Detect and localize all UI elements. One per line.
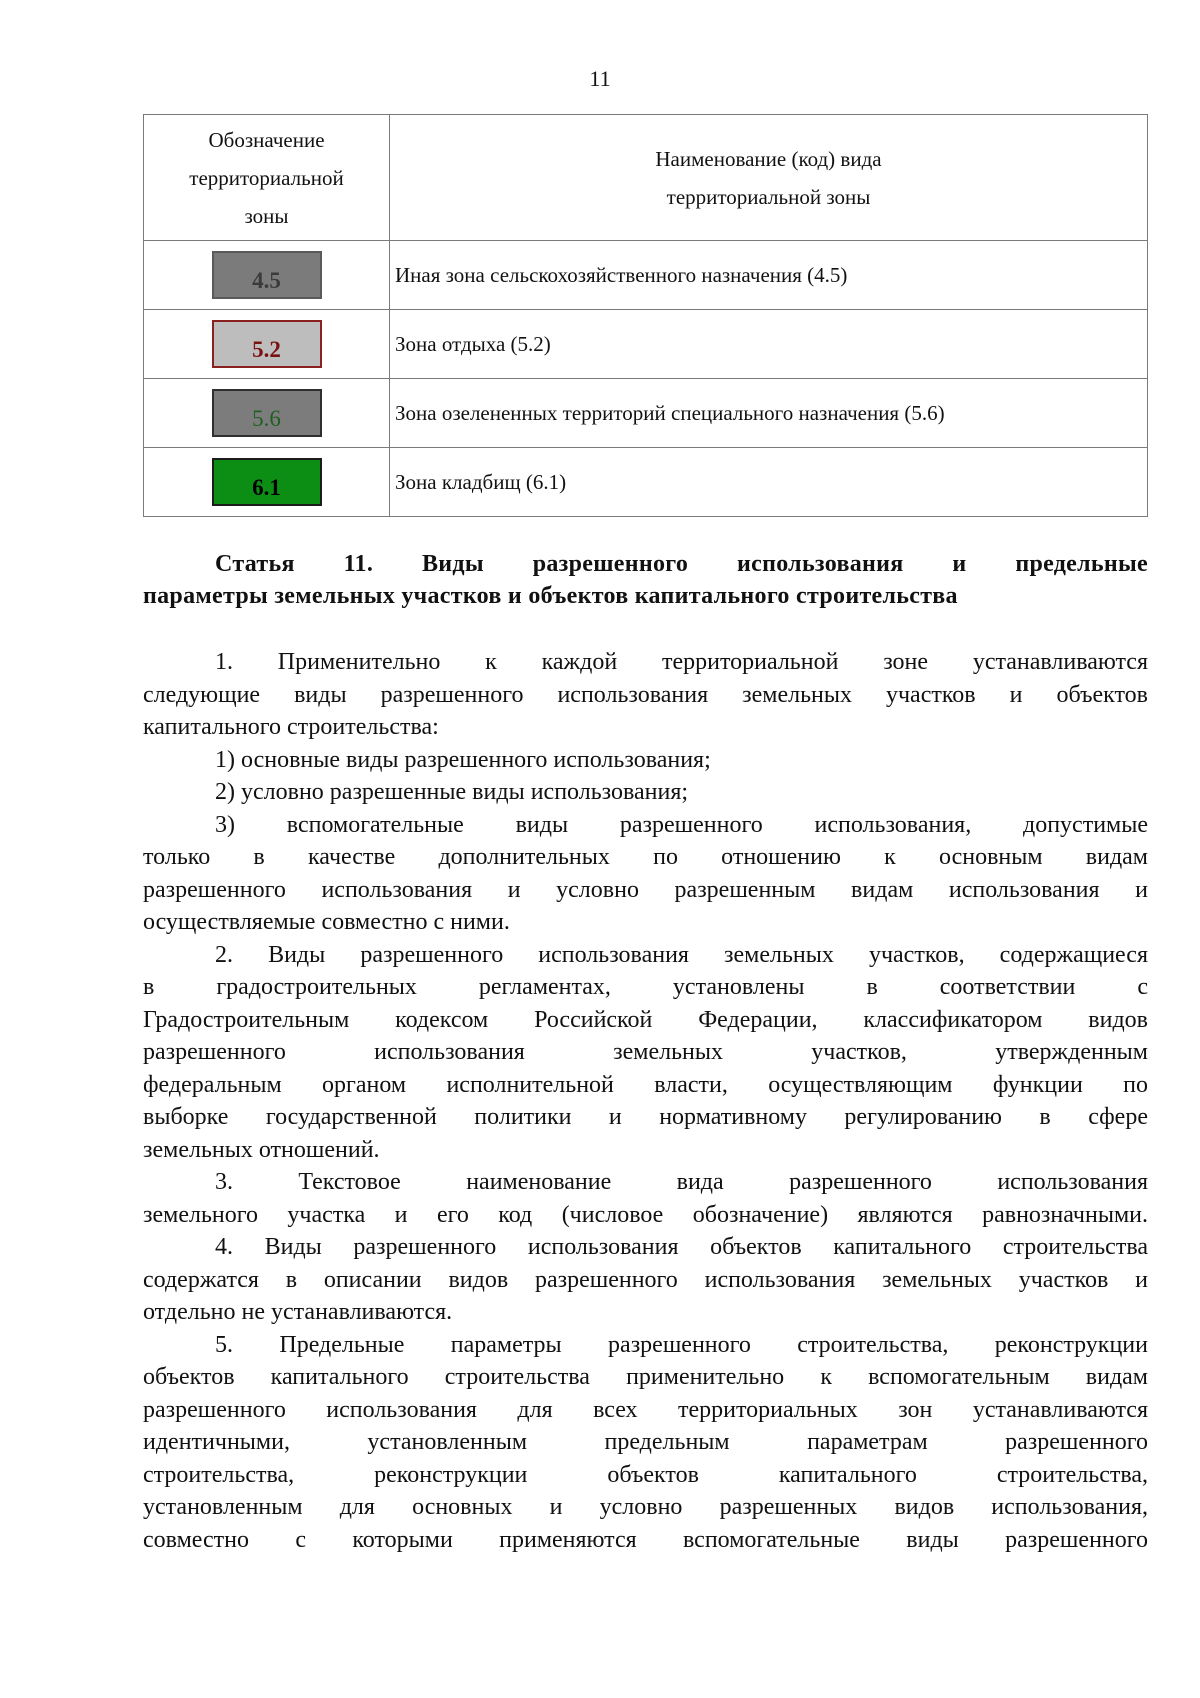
body-line: разрешенного использования земельных участков, утвержденным xyxy=(143,1039,1148,1065)
zone-swatch-5-2: 5.2 xyxy=(212,320,322,368)
article-body xyxy=(143,646,1148,1556)
table-row xyxy=(144,448,1148,517)
body-line: 2) условно разрешенные виды использования; xyxy=(215,779,689,805)
body-line: 4. Виды разрешенного использования объектов капитального строительства xyxy=(215,1234,1148,1260)
zone-swatch-4-5: 4.5 xyxy=(212,251,322,299)
zone-name-cell: Иная зона сельскохозяйственного назначения (4.5) xyxy=(390,241,1148,310)
body-line: только в качестве дополнительных по отношению к основным видам xyxy=(143,844,1148,870)
header-line: зоны xyxy=(244,203,289,228)
body-line: 3. Текстовое наименование вида разрешенного использования xyxy=(215,1169,1148,1195)
zone-swatch-cell xyxy=(144,379,390,448)
body-line: 1) основные виды разрешенного использования; xyxy=(215,746,711,773)
body-line: разрешенного использования для всех территориальных зон устанавливаются xyxy=(143,1396,1148,1423)
header-zone-designation xyxy=(144,115,390,241)
body-line: земельных отношений. xyxy=(143,1136,380,1163)
body-line: разрешенного использования и условно разрешенным видам использования и xyxy=(143,876,1148,903)
zone-name-cell: Зона озелененных территорий специального назначения (5.6) xyxy=(390,379,1148,448)
table-row xyxy=(144,379,1148,448)
body-line: установленным для основных и условно разрешенных видов использования, xyxy=(143,1494,1148,1520)
body-line: 3) вспомогательные виды разрешенного использования, допустимые xyxy=(215,811,1148,838)
body-line: 5. Предельные параметры разрешенного строительства, реконструкции xyxy=(215,1331,1148,1358)
zones-table xyxy=(143,114,1148,517)
body-line: следующие виды разрешенного использования земельных участков и объектов xyxy=(143,681,1148,708)
body-line: осуществляемые совместно с ними. xyxy=(143,909,510,935)
body-line: Градостроительным кодексом Российской Федерации, классификатором видов xyxy=(143,1006,1148,1033)
header-line: Обозначение xyxy=(208,127,325,152)
body-line: федеральным органом исполнительной власти, осуществляющим функции по xyxy=(143,1071,1148,1098)
body-line: капитального строительства: xyxy=(143,714,439,740)
zone-name-cell: Зона кладбищ (6.1) xyxy=(390,448,1148,517)
header-zone-name xyxy=(390,115,1148,241)
article-title-line: параметры земельных участков и объектов капитального строительства xyxy=(143,583,958,609)
zone-swatch-cell xyxy=(144,310,390,379)
table-row xyxy=(144,310,1148,379)
body-line: 1. Применительно к каждой территориальной зоне устанавливаются xyxy=(215,649,1148,675)
body-line: совместно с которыми применяются вспомогательные виды разрешенного xyxy=(143,1526,1148,1553)
zone-swatch-6-1: 6.1 xyxy=(212,458,322,506)
body-line: содержатся в описании видов разрешенного использования земельных участков и xyxy=(143,1266,1148,1293)
header-line: Наименование (код) вида xyxy=(655,146,882,171)
body-line: в градостроительных регламентах, установлены в соответствии с xyxy=(143,974,1148,1000)
zone-name-cell: Зона отдыха (5.2) xyxy=(390,310,1148,379)
body-line: выборке государственной политики и нормативному регулированию в сфере xyxy=(143,1104,1148,1130)
zone-swatch-5-6: 5.6 xyxy=(212,389,322,437)
article-title-line: Статья 11. Виды разрешенного использования и предельные xyxy=(215,551,1148,577)
header-line: территориальной xyxy=(189,165,344,190)
body-line: идентичными, установленным предельным параметрам разрешенного xyxy=(143,1429,1148,1455)
body-line: земельного участка и его код (числовое обозначение) являются равнозначными. xyxy=(143,1201,1148,1228)
zone-swatch-cell xyxy=(144,448,390,517)
page-number: 11 xyxy=(589,66,611,91)
table-header-row xyxy=(144,115,1148,241)
article-heading xyxy=(143,548,1148,612)
zone-swatch-cell xyxy=(144,241,390,310)
table-row xyxy=(144,241,1148,310)
body-line: строительства, реконструкции объектов капитального строительства, xyxy=(143,1461,1148,1488)
header-line: территориальной зоны xyxy=(666,184,871,209)
body-line: отдельно не устанавливаются. xyxy=(143,1299,453,1325)
body-line: 2. Виды разрешенного использования земельных участков, содержащиеся xyxy=(215,941,1148,968)
body-line: объектов капитального строительства применительно к вспомогательным видам xyxy=(143,1364,1148,1390)
